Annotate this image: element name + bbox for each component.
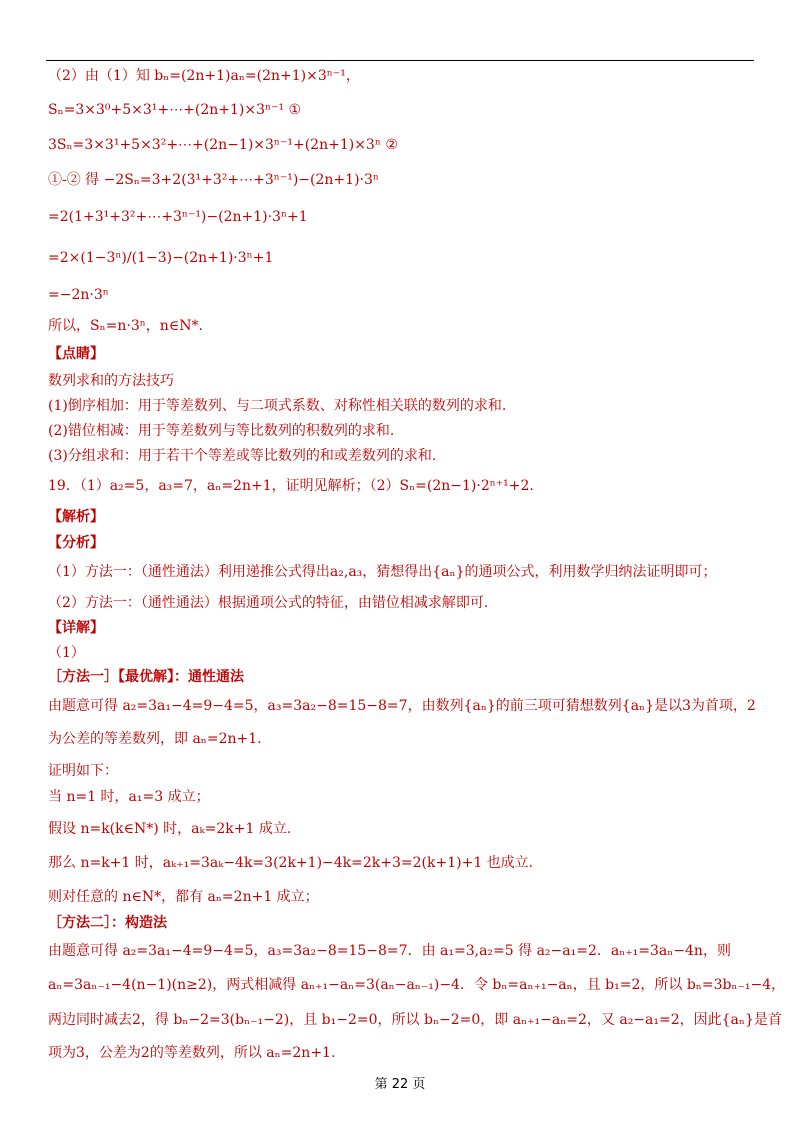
text-line: （2）由（1）知 bₙ=(2n+1)aₙ=(2n+1)×3ⁿ⁻¹， bbox=[48, 68, 360, 84]
text-line: 则对任意的 n∈N*，都有 aₙ=2n+1 成立； bbox=[48, 889, 319, 905]
answer-line: 19．（1）a₂=5，a₃=7，aₙ=2n+1，证明见解析；（2）Sₙ=(2n−1)·2ⁿ⁺¹+2. bbox=[48, 478, 534, 494]
text-line: Sₙ=3×3⁰+5×3¹+⋯+(2n+1)×3ⁿ⁻¹ ① bbox=[48, 102, 302, 118]
text-line: 数列求和的方法技巧 bbox=[48, 373, 174, 389]
text-line: 当 n=1 时，a₁=3 成立； bbox=[48, 789, 210, 805]
text-line: ①-② 得 −2Sₙ=3+2(3¹+3²+⋯+3ⁿ⁻¹)−(2n+1)·3ⁿ bbox=[48, 172, 379, 188]
text-line: 为公差的等差数列，即 aₙ=2n+1. bbox=[48, 731, 262, 747]
text-line: (1)倒序相加：用于等差数列、与二项式系数、对称性相关联的数列的求和. bbox=[48, 398, 507, 414]
text-line: 那么 n=k+1 时，aₖ₊₁=3aₖ−4k=3(2k+1)−4k=2k+3=2(k+1)+1 也成立. bbox=[48, 855, 534, 871]
text-line: (2)错位相减：用于等差数列与等比数列的积数列的求和. bbox=[48, 423, 395, 439]
method-heading: ［方法二］：构造法 bbox=[48, 915, 167, 931]
text-line: （1） bbox=[48, 645, 85, 661]
text-line: 项为3，公差为2的等差数列，所以 aₙ=2n+1. bbox=[48, 1045, 336, 1061]
method-heading: ［方法一］【最优解】：通性通法 bbox=[48, 669, 244, 685]
header-rule bbox=[46, 60, 754, 61]
page-number: 第 22 页 bbox=[374, 1077, 426, 1092]
text-line: 由题意可得 a₂=3a₁−4=9−4=5，a₃=3a₂−8=15−8=7．由 a₁=3,a₂=5 得 a₂−a₁=2．aₙ₊₁=3aₙ−4n，则 bbox=[48, 943, 731, 959]
section-heading: 【点睛】 bbox=[48, 346, 104, 362]
text-line: =2×(1−3ⁿ)/(1−3)−(2n+1)·3ⁿ+1 bbox=[48, 250, 274, 266]
text-line: 假设 n=k(k∈N*) 时，aₖ=2k+1 成立. bbox=[48, 821, 292, 837]
section-heading: 【解析】 bbox=[48, 509, 104, 525]
text-line: =−2n·3ⁿ bbox=[48, 287, 109, 303]
text-line: 证明如下： bbox=[48, 763, 118, 779]
text-line: 3Sₙ=3×3¹+5×3²+⋯+(2n−1)×3ⁿ⁻¹+(2n+1)×3ⁿ ② bbox=[48, 137, 398, 153]
text-line: aₙ=3aₙ₋₁−4(n−1)(n≥2)，两式相减得 aₙ₊₁−aₙ=3(aₙ−aₙ₋₁)−4．令 bₙ=aₙ₊₁−aₙ，且 b₁=2，所以 bₙ=3bₙ₋₁−4， bbox=[48, 977, 786, 993]
section-heading: 【详解】 bbox=[48, 620, 104, 636]
text-line: 两边同时减去2，得 bₙ−2=3(bₙ₋₁−2)，且 b₁−2=0，所以 bₙ−2=0，即 aₙ₊₁−aₙ=2，又 a₂−a₁=2，因此{aₙ}是首 bbox=[48, 1012, 782, 1028]
text-line: （1）方法一：（通性通法）利用递推公式得出a₂,a₃，猜想得出{aₙ}的通项公式，利用数学归纳法证明即可； bbox=[48, 564, 717, 580]
text-line: 所以，Sₙ=n·3ⁿ，n∈N*. bbox=[48, 318, 203, 334]
text-line: 由题意可得 a₂=3a₁−4=9−4=5，a₃=3a₂−8=15−8=7，由数列{aₙ}的前三项可猜想数列{aₙ}是以3为首项，2 bbox=[48, 698, 756, 714]
section-heading: 【分析】 bbox=[48, 535, 104, 551]
text-line: （2）方法一：（通性通法）根据通项公式的特征，由错位相减求解即可. bbox=[48, 595, 489, 611]
text-line: (3)分组求和：用于若干个等差或等比数列的和或差数列的求和. bbox=[48, 448, 437, 464]
text-line: =2(1+3¹+3²+⋯+3ⁿ⁻¹)−(2n+1)·3ⁿ+1 bbox=[48, 209, 308, 225]
